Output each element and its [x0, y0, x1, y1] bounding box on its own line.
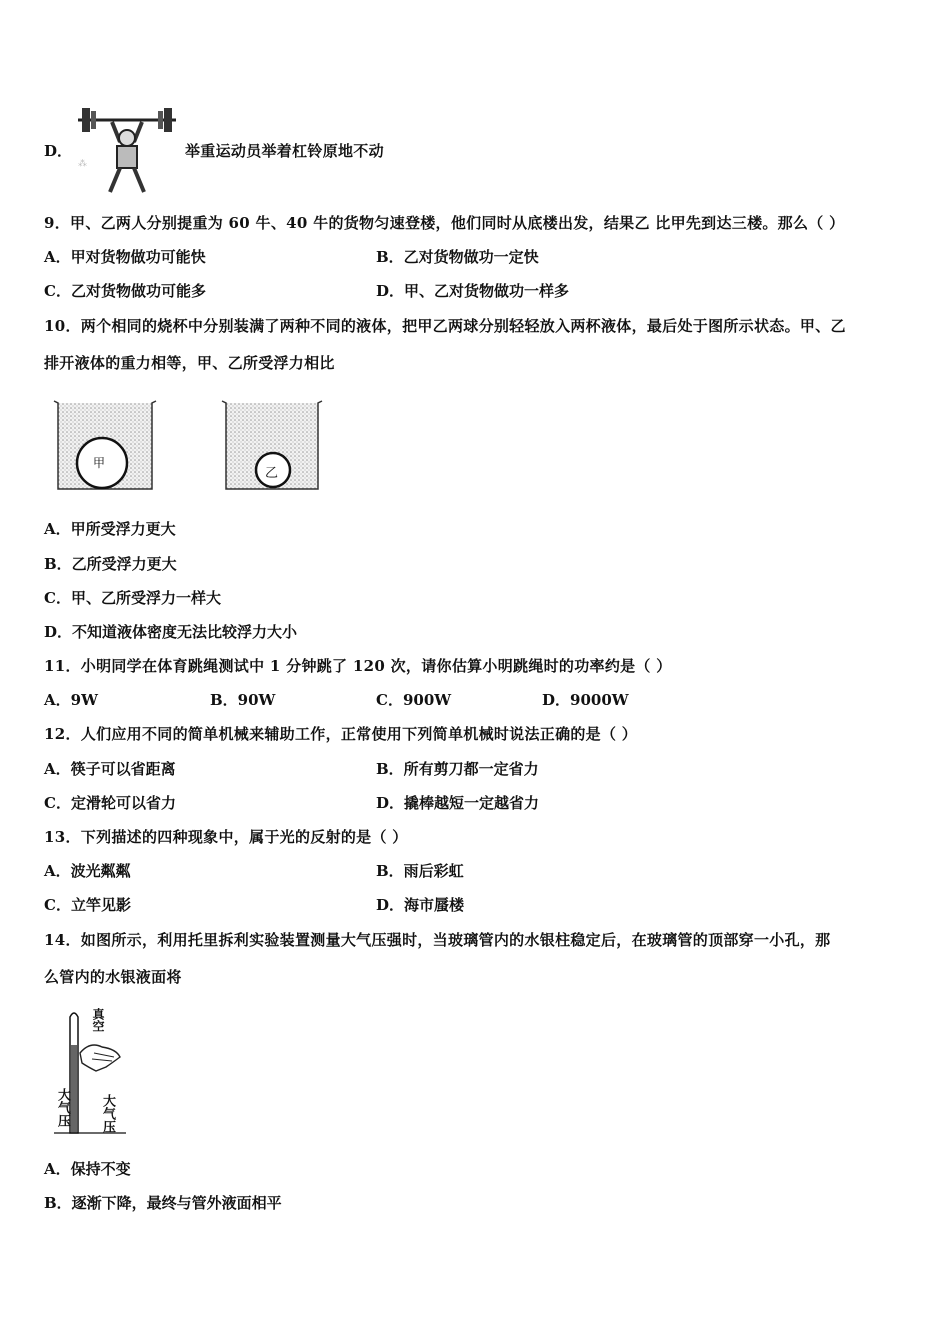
q12-stem: 12．人们应用不同的简单机械来辅助工作，正常使用下列简单机械时说法正确的是（ ） — [44, 725, 638, 743]
svg-text:⁂: ⁂ — [78, 159, 87, 169]
q10-option-b: B．乙所受浮力更大 — [44, 555, 177, 573]
q12-option-d: D．撬棒越短一定越省力 — [376, 794, 540, 812]
q13-option-a: A．波光粼粼 — [44, 862, 131, 880]
q9-option-c: C．乙对货物做功可能多 — [44, 282, 206, 300]
q9-option-b: B．乙对货物做功一定快 — [376, 248, 539, 266]
q13-stem: 13．下列描述的四种现象中，属于光的反射的是（ ） — [44, 828, 408, 846]
q10-option-a: A．甲所受浮力更大 — [44, 520, 176, 538]
q8-option-d-label: D． — [44, 142, 73, 160]
q10-option-c: C．甲、乙所受浮力一样大 — [44, 589, 221, 607]
q11-option-d: D．9000W — [542, 691, 629, 709]
q10-stem-line2: 排开液体的重力相等，甲、乙所受浮力相比 — [44, 354, 335, 372]
q13-option-d: D．海市蜃楼 — [376, 896, 465, 914]
weightlifter-figure — [72, 100, 182, 196]
q14-stem-line1: 14．如图所示，利用托里拆利实验装置测量大气压强时，当玻璃管内的水银柱稳定后，在玻璃管的顶部穿一小孔，那 — [44, 931, 831, 949]
ball-b-label: 乙 — [265, 466, 279, 481]
label-vacuum: 真空 — [91, 1008, 105, 1032]
q9-stem: 9．甲、乙两人分别提重为 60 牛、40 牛的货物匀速登楼，他们同时从底楼出发，结果乙 比甲先到达三楼。那么（ ） — [44, 214, 845, 232]
q11-option-c: C．900W — [376, 691, 452, 709]
q11-option-b: B．90W — [210, 691, 276, 709]
q10-stem-line1: 10．两个相同的烧杯中分别装满了两种不同的液体，把甲乙两球分别轻轻放入两杯液体，最后处于图所示状态。甲、乙 — [44, 317, 846, 335]
q9-option-d: D．甲、乙对货物做功一样多 — [376, 282, 570, 300]
q10-option-d: D．不知道液体密度无法比较浮力大小 — [44, 623, 298, 641]
q11-option-a: A．9W — [44, 691, 98, 709]
ball-a-label: 甲 — [93, 456, 106, 470]
q12-option-b: B．所有剪刀都一定省力 — [376, 760, 539, 778]
beaker-a — [54, 401, 156, 489]
q8-option-d-text: 举重运动员举着杠铃原地不动 — [185, 142, 384, 160]
label-atm-left: 大气压 — [55, 1088, 70, 1127]
q12-option-a: A．筷子可以省距离 — [44, 760, 176, 778]
q12-option-c: C．定滑轮可以省力 — [44, 794, 176, 812]
q11-stem: 11．小明同学在体育跳绳测试中 1 分钟跳了 120 次，请你估算小明跳绳时的功率约是（ ） — [44, 657, 672, 675]
q14-stem-line2: 么管内的水银液面将 — [44, 968, 182, 986]
label-atm-right: 大气压 — [100, 1094, 115, 1133]
q13-option-b: B．雨后彩虹 — [376, 862, 464, 880]
q14-option-a: A．保持不变 — [44, 1160, 131, 1178]
q9-option-a: A．甲对货物做功可能快 — [44, 248, 206, 266]
q14-option-b: B．逐渐下降，最终与管外液面相平 — [44, 1194, 282, 1212]
beakers-figure — [50, 395, 330, 495]
q13-option-c: C．立竿见影 — [44, 896, 131, 914]
